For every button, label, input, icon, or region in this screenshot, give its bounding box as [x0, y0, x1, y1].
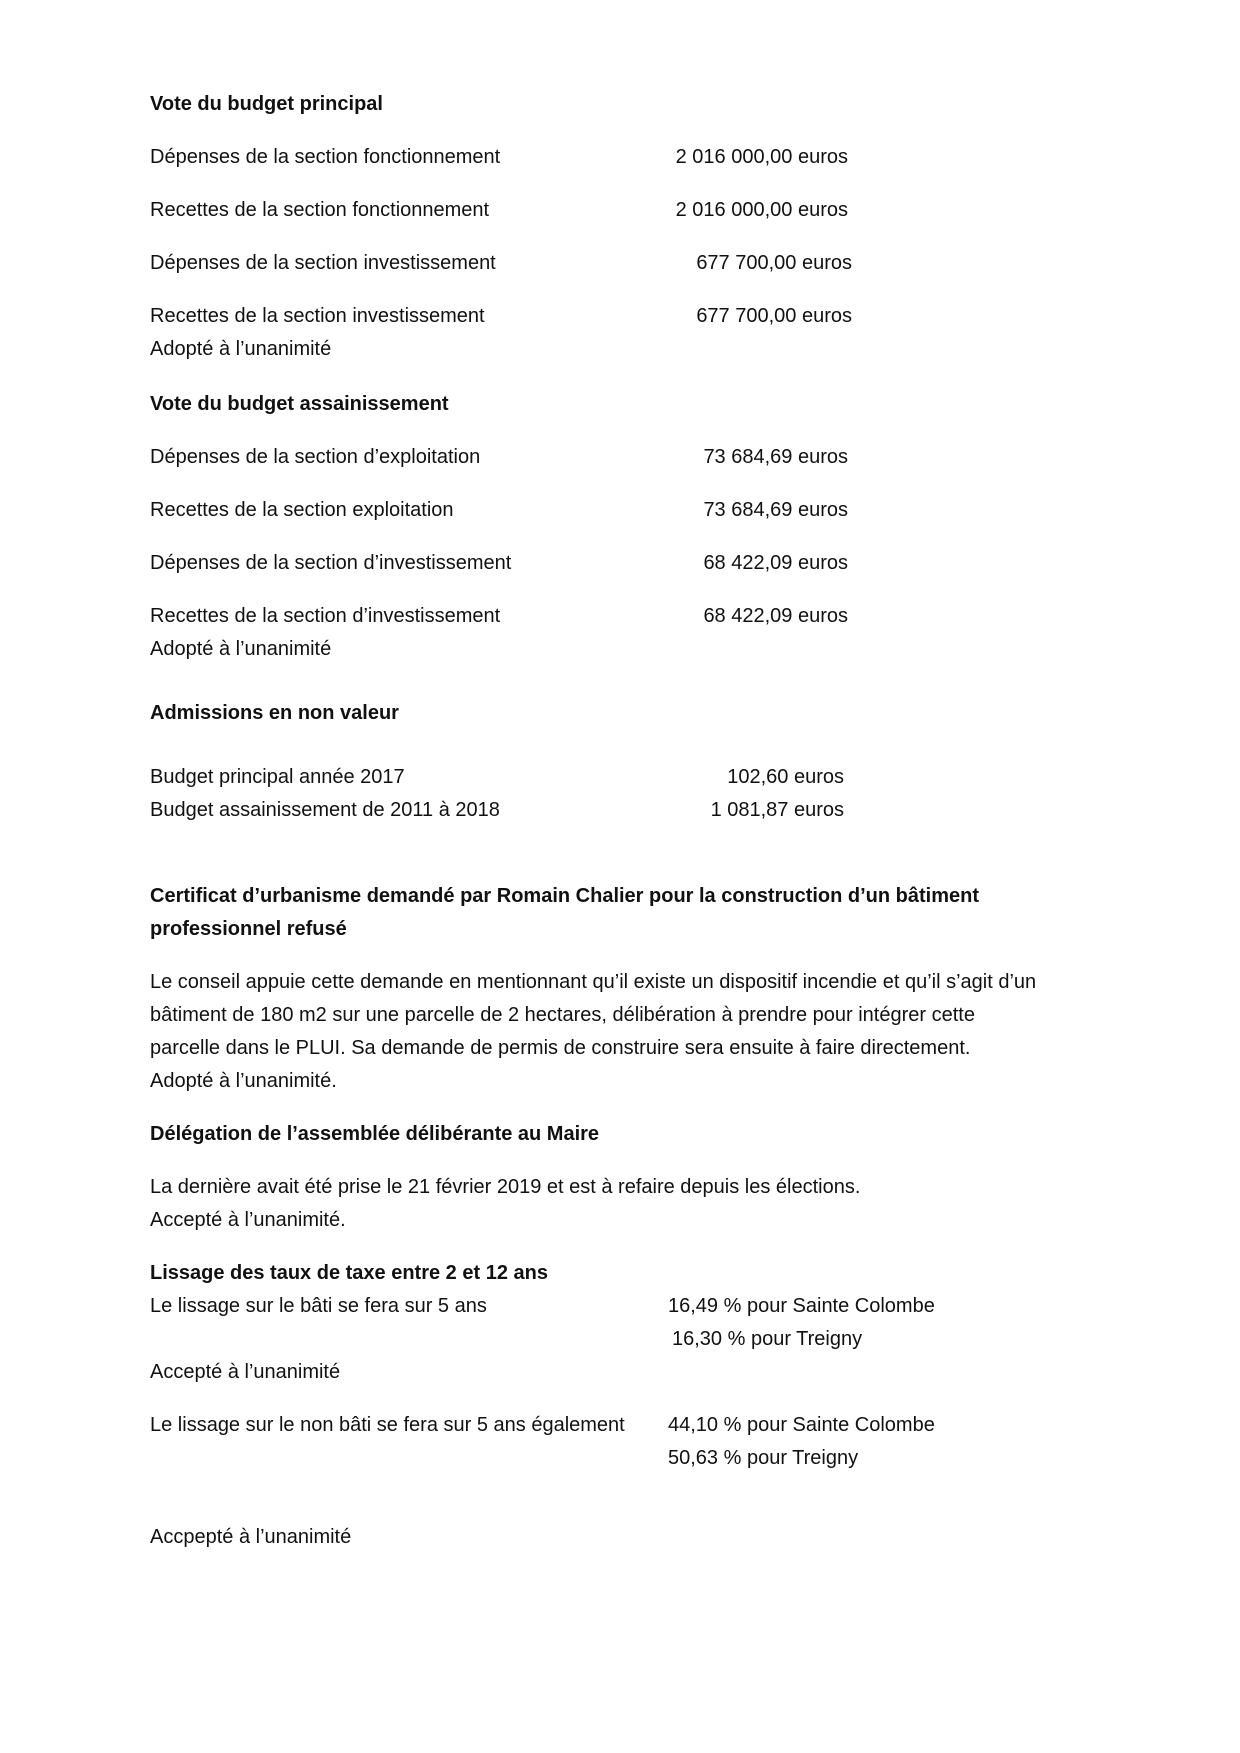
rate-value: 16,49 % pour Sainte Colombe	[668, 1295, 935, 1317]
row-value: 677 700,00 euros	[696, 252, 852, 274]
result-text: Adopté à l’unanimité	[150, 638, 332, 660]
paragraph-line: Le conseil appuie cette demande en mentionnant qu’il existe un dispositif incendie et qu’il s’agit d’un	[150, 971, 1037, 993]
paragraph-line: parcelle dans le PLUI. Sa demande de permis de construire sera ensuite à faire directement.	[150, 1037, 971, 1059]
row-value: 68 422,09 euros	[703, 605, 848, 627]
paragraph-line: bâtiment de 180 m2 sur une parcelle de 2 hectares, délibération à prendre pour intégrer cette	[150, 1004, 975, 1026]
row-value: 2 016 000,00 euros	[675, 146, 848, 168]
result-text: Accepté à l’unanimité	[150, 1361, 341, 1383]
row-label: Le lissage sur le non bâti se fera sur 5 ans également	[150, 1414, 625, 1436]
row-value: 68 422,09 euros	[703, 552, 848, 574]
result-text: Adopté à l’unanimité	[150, 338, 332, 360]
row-label: Dépenses de la section d’exploitation	[150, 446, 481, 468]
row-label: Dépenses de la section investissement	[150, 252, 496, 274]
heading-budget-principal: Vote du budget principal	[150, 93, 383, 115]
row-value: 73 684,69 euros	[703, 499, 848, 521]
rate-value: 50,63 % pour Treigny	[668, 1447, 859, 1469]
row-label: Recettes de la section investissement	[150, 305, 485, 327]
heading-non-valeur: Admissions en non valeur	[150, 702, 399, 724]
paragraph-line: Accepté à l’unanimité.	[150, 1209, 346, 1231]
row-value: 102,60 euros	[727, 766, 844, 788]
row-label: Recettes de la section exploitation	[150, 499, 454, 521]
result-text: Accpepté à l’unanimité	[150, 1526, 352, 1548]
paragraph-line: Adopté à l’unanimité.	[150, 1070, 337, 1092]
row-label: Dépenses de la section fonctionnement	[150, 146, 501, 168]
heading-budget-assainissement: Vote du budget assainissement	[150, 393, 449, 415]
paragraph-line: La dernière avait été prise le 21 février 2019 et est à refaire depuis les élections.	[150, 1176, 861, 1198]
row-label: Dépenses de la section d’investissement	[150, 552, 512, 574]
row-value: 2 016 000,00 euros	[675, 199, 848, 221]
row-label: Budget assainissement de 2011 à 2018	[150, 799, 500, 821]
heading-certificat: Certificat d’urbanisme demandé par Romain Chalier pour la construction d’un bâtiment	[150, 885, 980, 907]
heading-lissage: Lissage des taux de taxe entre 2 et 12 ans	[150, 1262, 548, 1284]
rate-value: 16,30 % pour Treigny	[672, 1328, 863, 1350]
row-label: Recettes de la section d’investissement	[150, 605, 501, 627]
row-value: 73 684,69 euros	[703, 446, 848, 468]
row-label: Recettes de la section fonctionnement	[150, 199, 490, 221]
heading-delegation: Délégation de l’assemblée délibérante au Maire	[150, 1123, 600, 1145]
row-label: Budget principal année 2017	[150, 766, 405, 788]
heading-certificat-cont: professionnel refusé	[150, 918, 347, 940]
row-value: 1 081,87 euros	[710, 799, 844, 821]
row-value: 677 700,00 euros	[696, 305, 852, 327]
rate-value: 44,10 % pour Sainte Colombe	[668, 1414, 935, 1436]
row-label: Le lissage sur le bâti se fera sur 5 ans	[150, 1295, 487, 1317]
